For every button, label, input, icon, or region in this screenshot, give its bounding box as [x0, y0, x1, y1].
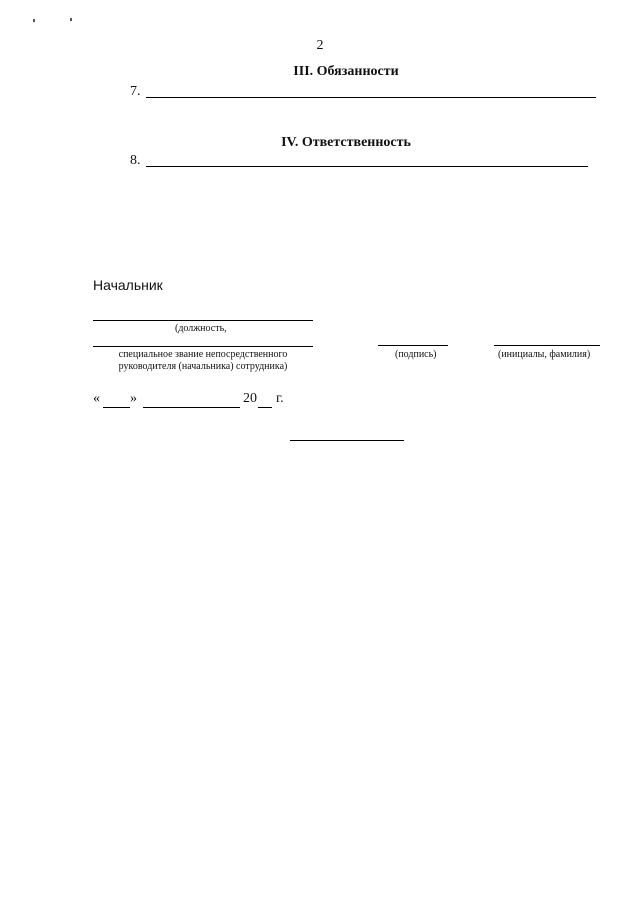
- signatory-label: Начальник: [93, 277, 163, 293]
- initials-caption: (инициалы, фамилия): [498, 349, 591, 360]
- fill-line-initials: [494, 345, 600, 346]
- scan-speck: [70, 18, 72, 21]
- fill-line-responsibility: [146, 166, 588, 167]
- date-year-suffix: г.: [276, 391, 284, 406]
- date-year-prefix: 20: [243, 391, 257, 406]
- item-number-8: 8.: [130, 153, 141, 168]
- fill-line-year: [258, 407, 272, 408]
- fill-line-position: [93, 320, 313, 321]
- date-open-quote: «: [93, 391, 100, 406]
- fill-line-duties: [146, 97, 596, 98]
- date-close-quote: »: [130, 391, 137, 406]
- signature-caption: (подпись): [395, 349, 437, 360]
- fill-line-signature: [378, 345, 448, 346]
- position-caption: (должность,: [175, 323, 227, 334]
- scan-speck: [33, 19, 35, 22]
- fill-line-rank: [93, 346, 313, 347]
- section-heading-duties: III. Обязанности: [293, 64, 399, 79]
- page-number: 2: [316, 38, 324, 53]
- fill-line-bottom: [290, 440, 404, 441]
- fill-line-day: [103, 407, 130, 408]
- rank-caption: специальное звание непосредственного руководителя (начальника) сотрудника): [118, 349, 288, 372]
- fill-line-month: [143, 407, 240, 408]
- section-heading-responsibility: IV. Ответственность: [281, 135, 411, 150]
- item-number-7: 7.: [130, 84, 141, 99]
